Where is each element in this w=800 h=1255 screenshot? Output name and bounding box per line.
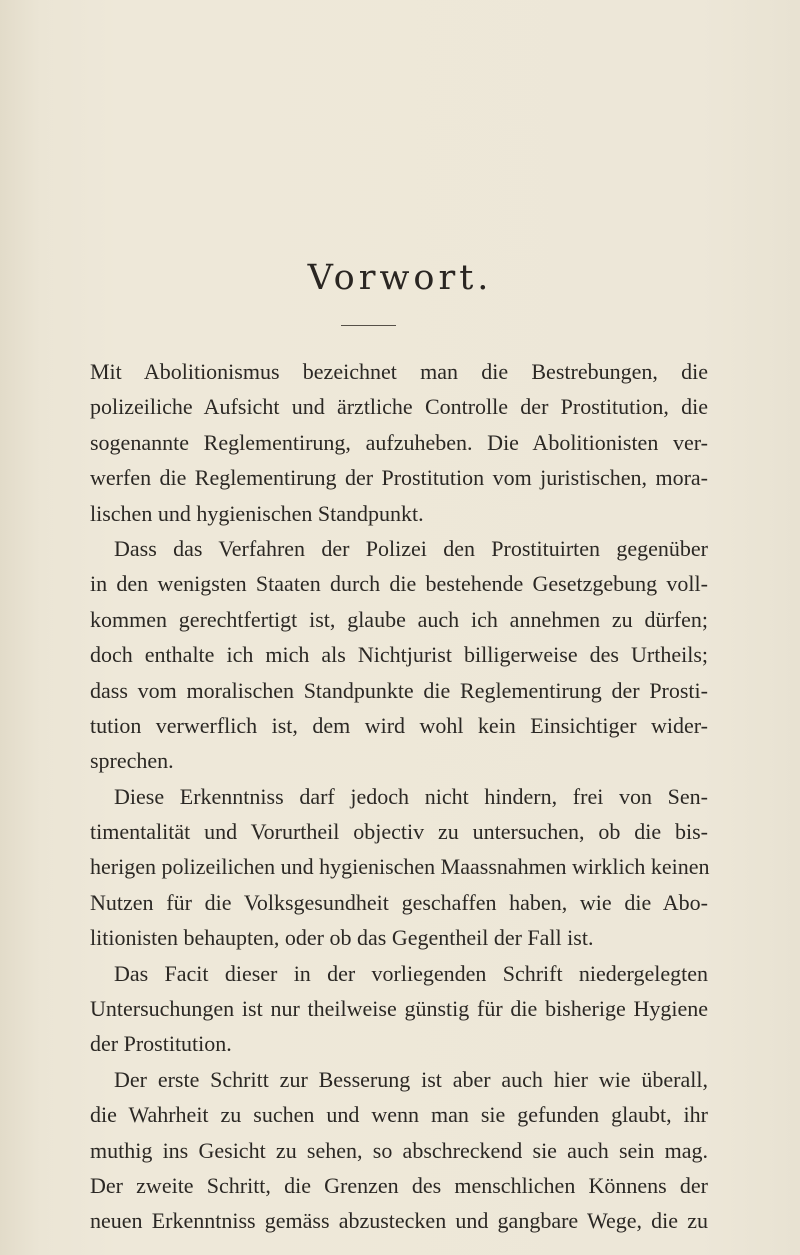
text-line: in den wenigsten Staaten durch die bestehende Gesetzgebung voll-	[90, 571, 708, 597]
text-line: doch enthalte ich mich als Nichtjurist billigerweise des Urtheils;	[90, 642, 708, 668]
page-title: Vorwort.	[307, 258, 493, 298]
text-line: neuen Erkenntniss gemäss abzustecken und gangbare Wege, die zu	[90, 1208, 708, 1234]
text-line: der Prostitution.	[90, 1031, 232, 1057]
text-line: sprechen.	[90, 748, 174, 774]
text-line: Untersuchungen ist nur theilweise günstig für die bisherige Hygiene	[90, 996, 708, 1022]
text-line: Der zweite Schritt, die Grenzen des menschlichen Könnens der	[90, 1172, 708, 1198]
text-line: Der erste Schritt zur Besserung ist aber auch hier wie überall,	[114, 1066, 708, 1092]
body-text	[90, 354, 708, 1239]
text-line: Nutzen für die Volksgesundheit geschaffen haben, wie die Abo-	[90, 889, 708, 915]
text-line: Dass das Verfahren der Polizei den Prostituirten gegenüber	[114, 535, 708, 561]
text-line: timentalität und Vorurtheil objectiv zu untersuchen, ob die bis-	[90, 819, 708, 845]
text-line: kommen gerechtfertigt ist, glaube auch ich annehmen zu dürfen;	[90, 606, 708, 632]
text-line: werfen die Reglementirung der Prostitution vom juristischen, mora-	[90, 465, 708, 491]
text-line: muthig ins Gesicht zu sehen, so abschreckend sie auch sein mag.	[90, 1137, 708, 1163]
text-line: Diese Erkenntniss darf jedoch nicht hindern, frei von Sen-	[114, 783, 708, 809]
text-line: sogenannte Reglementirung, aufzuheben. Die Abolitionisten ver-	[90, 429, 708, 455]
text-line: lischen und hygienischen Standpunkt.	[90, 500, 424, 526]
title-divider	[341, 325, 396, 326]
text-line: Das Facit dieser in der vorliegenden Schrift niedergelegten	[114, 960, 708, 986]
text-line: herigen polizeilichen und hygienischen Maassnahmen wirklich keinen	[90, 854, 710, 880]
text-line: Mit Abolitionismus bezeichnet man die Bestrebungen, die	[90, 359, 708, 384]
text-line: die Wahrheit zu suchen und wenn man sie gefunden glaubt, ihr	[90, 1102, 708, 1128]
text-line: tution verwerflich ist, dem wird wohl kein Einsichtiger wider-	[90, 712, 708, 738]
text-line: dass vom moralischen Standpunkte die Reglementirung der Prosti-	[90, 677, 708, 703]
text-line: polizeiliche Aufsicht und ärztliche Controlle der Prostitution, die	[90, 394, 708, 420]
text-line: litionisten behaupten, oder ob das Gegentheil der Fall ist.	[90, 925, 594, 951]
